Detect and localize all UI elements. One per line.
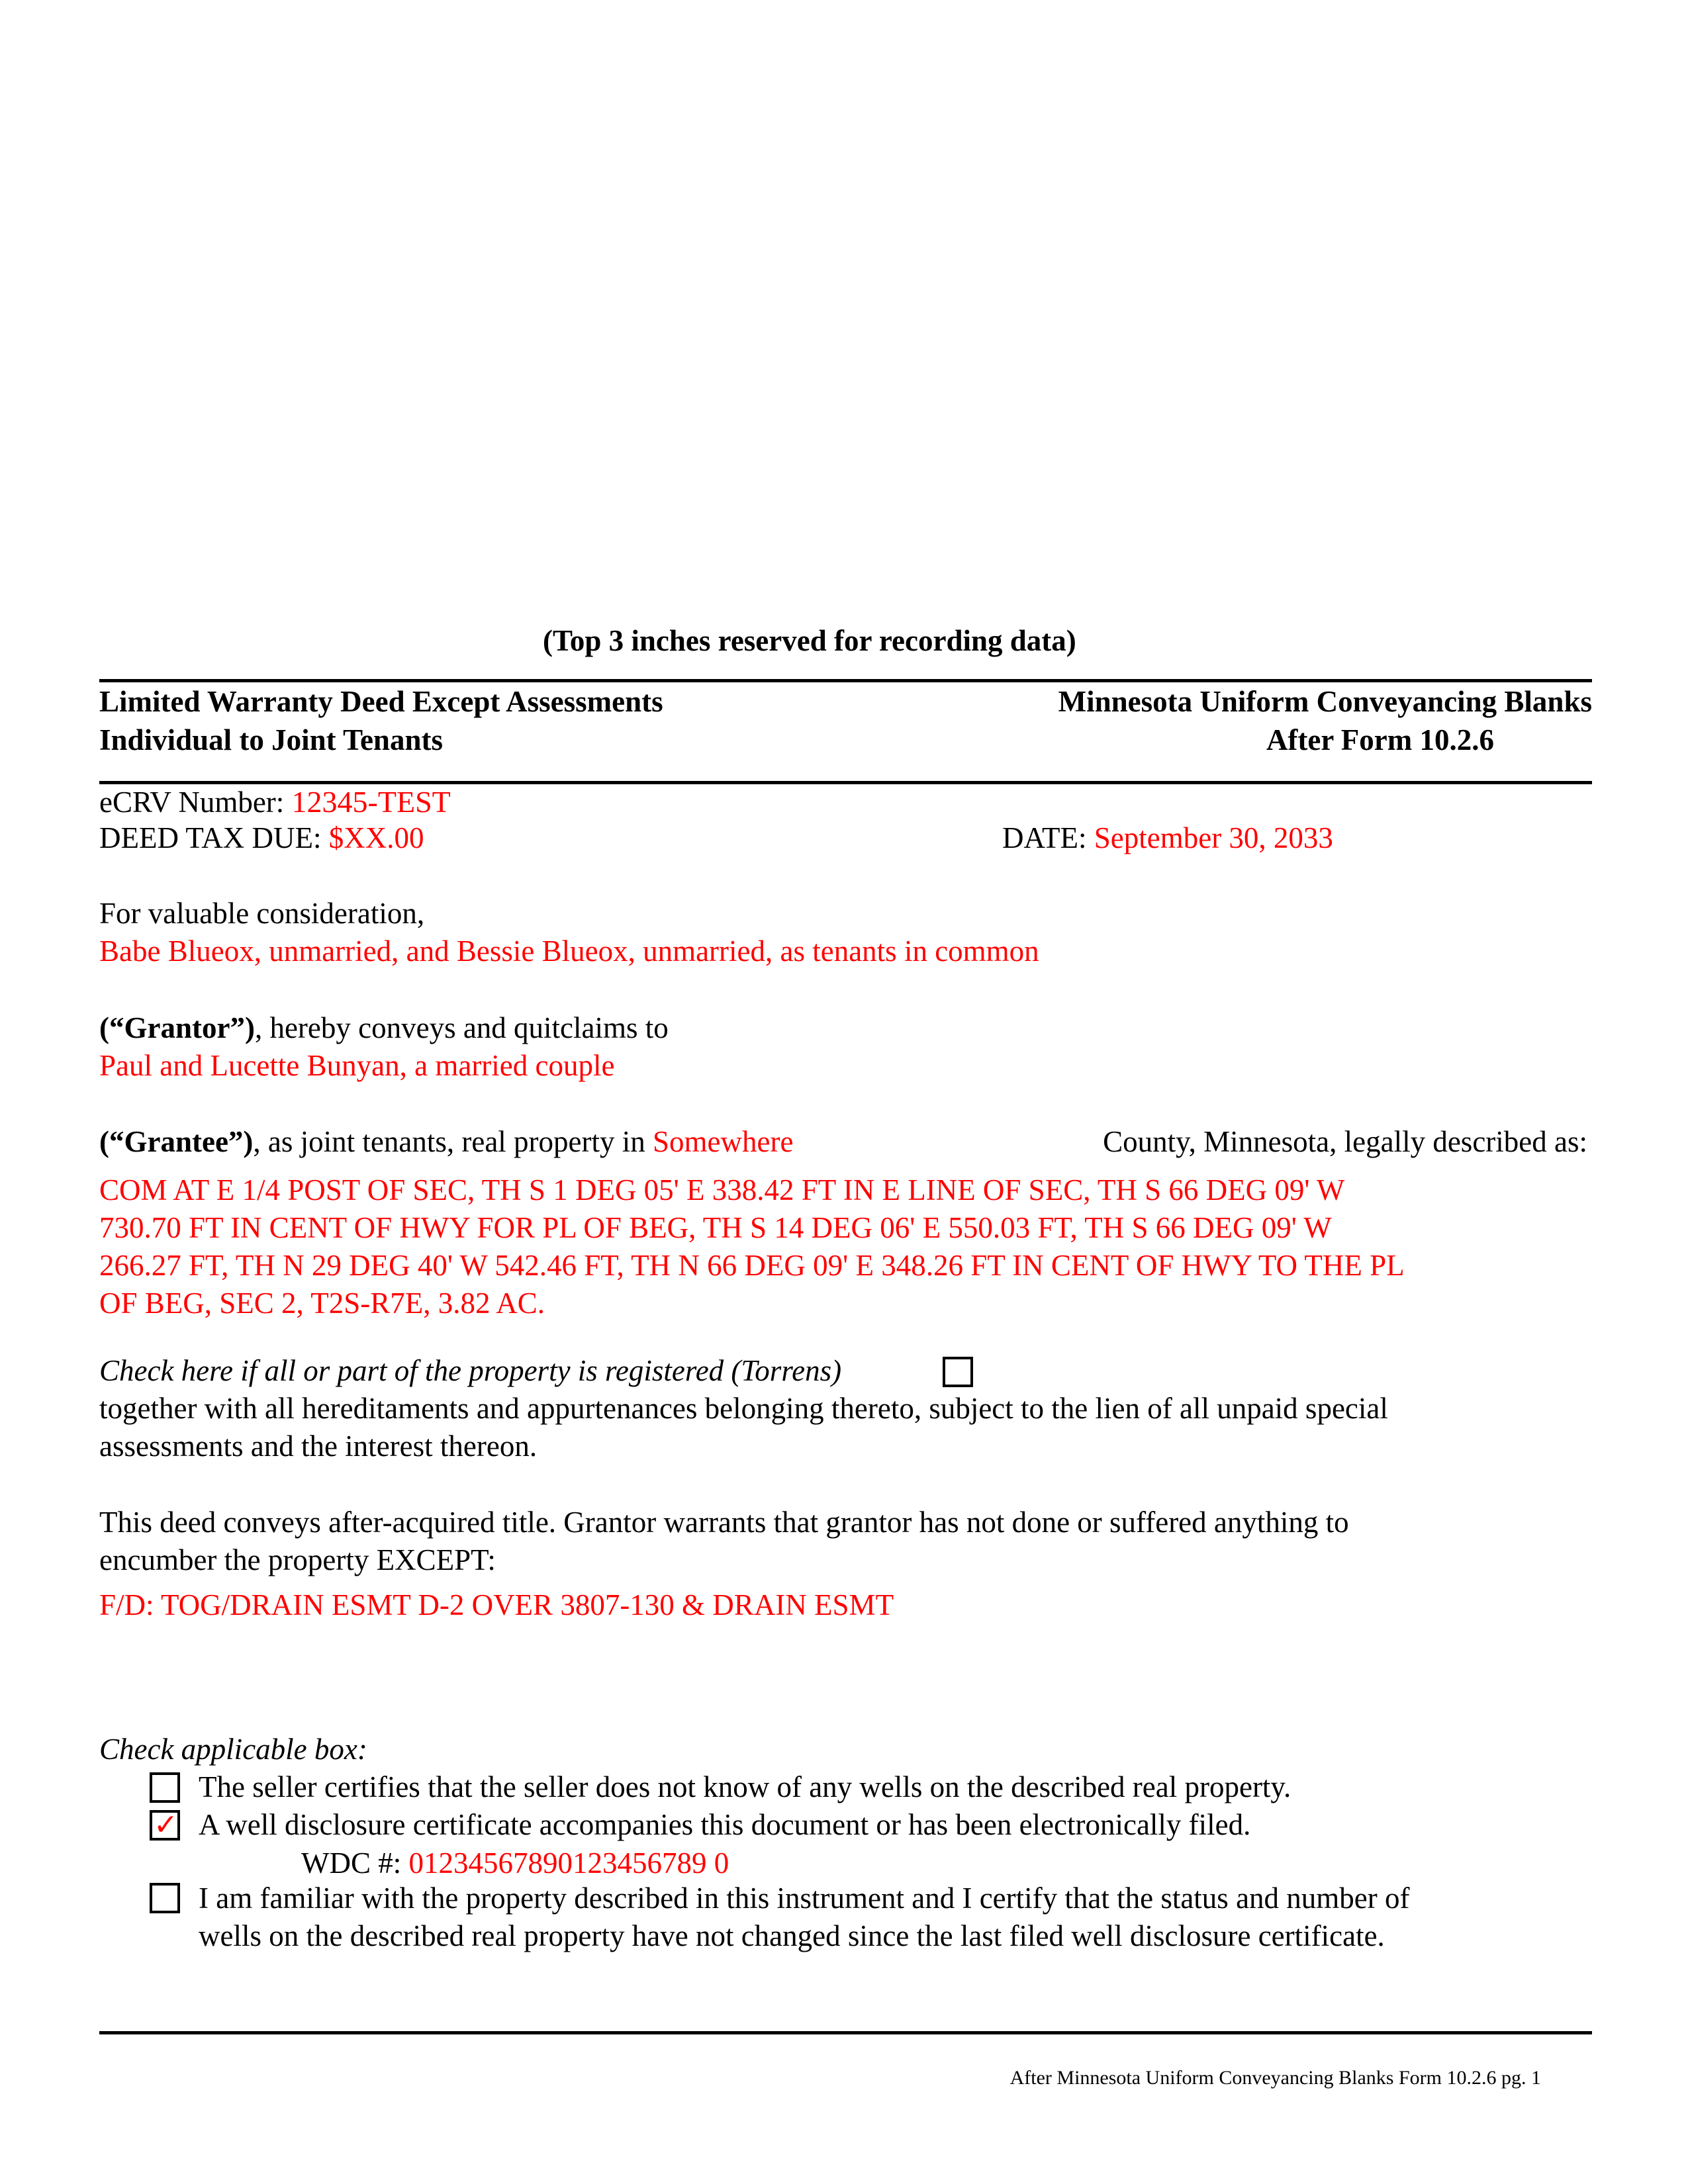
wells-option3-checkbox[interactable] [150,1883,180,1913]
date-row [1002,819,1333,856]
grantee-clause [99,1123,793,1160]
legal-line[interactable]: OF BEG, SEC 2, T2S-R7E, 3.82 AC. [99,1287,545,1320]
wells-option3-text-cont: wells on the described real property have not changed since the last filed well disclosure certificate. [199,1919,1385,1952]
date-label: DATE: [1002,821,1087,854]
wells-option2-text: A well disclosure certificate accompanies this document or has been electronically filed. [199,1808,1251,1841]
grantor-names[interactable]: Babe Blueox, unmarried, and Bessie Blueox, unmarried, as tenants in common [99,934,1039,968]
wdc-label: WDC #: [301,1846,402,1880]
legal-line[interactable]: COM AT E 1/4 POST OF SEC, TH S 1 DEG 05' E 338.42 FT IN E LINE OF SEC, TH S 66 DEG 09' W [99,1173,1345,1206]
wdc-row [301,1844,729,1882]
wells-option1-checkbox[interactable] [150,1772,180,1803]
deed-tax-value[interactable]: $XX.00 [328,821,424,854]
grantee-label: (“Grantee”) [99,1125,254,1158]
grantor-conveys-text: , hereby conveys and quitclaims to [254,1011,669,1044]
county-text: County, Minnesota, legally described as: [1103,1125,1587,1158]
wells-option1-text: The seller certifies that the seller does not know of any wells on the described real property. [199,1770,1291,1803]
after-acquired-text-cont: encumber the property EXCEPT: [99,1543,496,1576]
deed-tax-row [99,819,424,856]
wells-option3-text: I am familiar with the property described in this instrument and I certify that the status and number of [199,1882,1410,1915]
date-value[interactable]: September 30, 2033 [1094,821,1333,854]
grantor-label: (“Grantor”) [99,1011,255,1044]
header-top-rule [99,679,1592,682]
wells-heading: Check applicable box: [99,1733,367,1766]
grantor-clause [99,1009,669,1046]
hereditaments-text-cont: assessments and the interest thereon. [99,1430,538,1463]
county-value[interactable]: Somewhere [653,1125,794,1158]
torrens-checkbox[interactable] [943,1357,973,1387]
grantee-tenancy-text: , as joint tenants, real property in [253,1125,645,1158]
grantee-names[interactable]: Paul and Lucette Bunyan, a married couple [99,1049,615,1082]
ecrv-value[interactable]: 12345-TEST [291,785,451,819]
consideration-text: For valuable consideration, [99,897,425,930]
footer-rule [99,2031,1592,2034]
hereditaments-text: together with all hereditaments and appurtenances belonging thereto, subject to the lien of all unpaid special [99,1392,1388,1425]
wells-option2-checkbox[interactable] [150,1810,180,1841]
form-number: After Form 10.2.6 [1266,723,1494,756]
ecrv-label: eCRV Number: [99,786,285,819]
deed-subtitle: Individual to Joint Tenants [99,723,443,756]
form-source: Minnesota Uniform Conveyancing Blanks [1058,685,1592,718]
deed-tax-label: DEED TAX DUE: [99,821,322,854]
wdc-value[interactable]: 01234567890123456789 0 [408,1846,729,1880]
footer-note: After Minnesota Uniform Conveyancing Blanks Form 10.2.6 pg. 1 [1009,2067,1541,2089]
legal-line[interactable]: 730.70 FT IN CENT OF HWY FOR PL OF BEG, TH S 14 DEG 06' E 550.03 FT, TH S 66 DEG 09' W [99,1211,1332,1244]
exceptions-value[interactable]: F/D: TOG/DRAIN ESMT D-2 OVER 3807-130 & DRAIN ESMT [99,1588,894,1621]
ecrv-row [99,784,451,821]
after-acquired-text: This deed conveys after-acquired title. Grantor warrants that grantor has not done or suffered anything to [99,1506,1349,1539]
torrens-label: Check here if all or part of the property is registered (Torrens) [99,1354,842,1387]
legal-line[interactable]: 266.27 FT, TH N 29 DEG 40' W 542.46 FT, TH N 66 DEG 09' E 348.26 FT IN CENT OF HWY TO THE PL [99,1249,1405,1282]
check-mark-icon: ✓ [154,1809,178,1841]
reserved-note: (Top 3 inches reserved for recording data) [543,624,1076,657]
deed-title: Limited Warranty Deed Except Assessments [99,685,663,718]
